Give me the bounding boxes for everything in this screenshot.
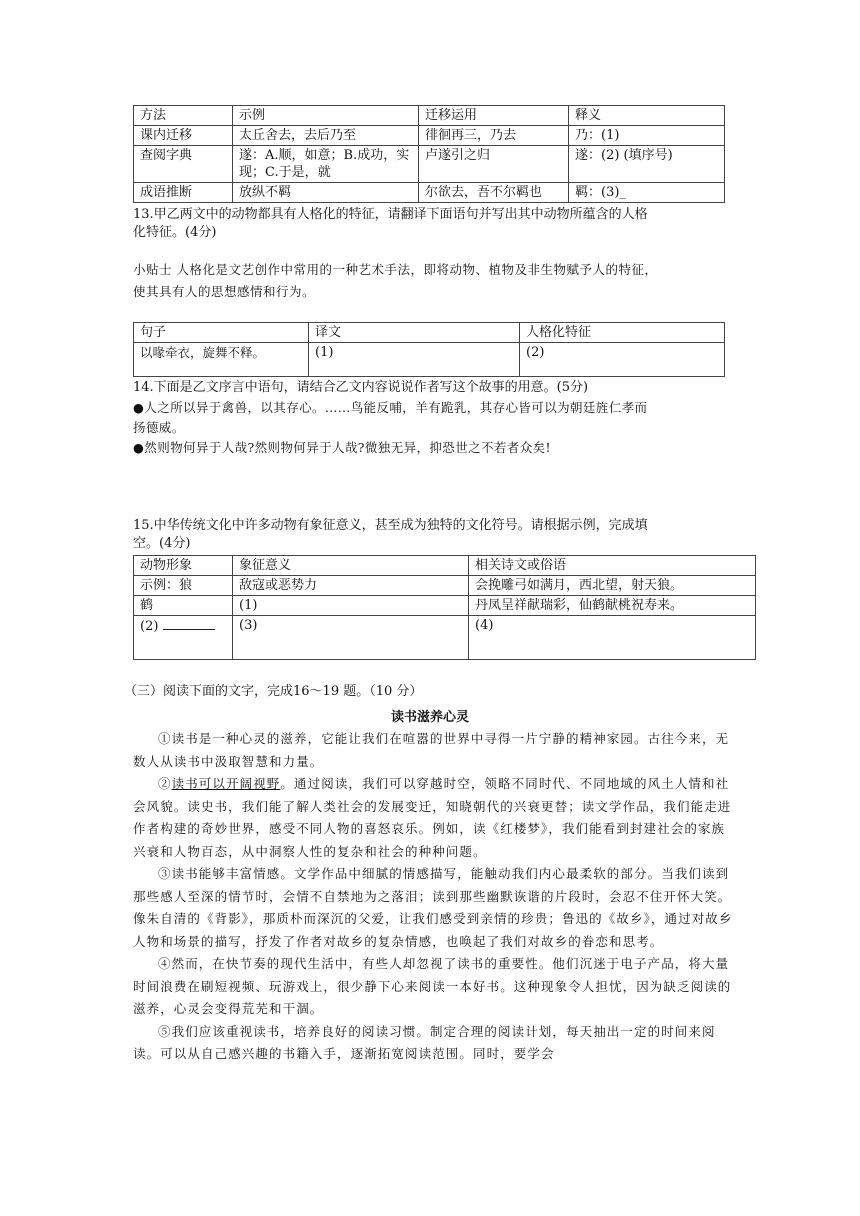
underlined-sentence: 读书可以开阔视野: [171, 776, 281, 791]
header-cell: 相关诗文或俗语: [469, 556, 756, 576]
question-text: 化特征。(4分): [133, 225, 217, 240]
tip-text: 使其具有人的思想感情和行为。: [133, 284, 316, 299]
article-title: 读书滋养心灵: [390, 710, 469, 725]
paragraph-number: ②: [158, 776, 172, 791]
tip-box: [133, 259, 783, 303]
table-cell: 卢遂引之归: [419, 146, 569, 183]
article-body: [133, 728, 738, 1066]
section-heading: （三）阅读下面的文字，完成16～19 题。（10 分）: [124, 684, 423, 699]
table-cell: 放纵不羁: [233, 183, 419, 203]
blank-label: (2): [140, 619, 159, 634]
question-13: [133, 206, 773, 242]
question-15: [133, 517, 783, 553]
paragraph-2: [133, 773, 733, 863]
quote-line: 扬德威。: [133, 420, 185, 435]
quote-line: ●然则物何异于人哉?然则物何异于人哉?微独无异，抑恐世之不若者众矣!: [133, 440, 551, 455]
table-cell: 遂：A.顺，如意；B.成功，实现；C.于是，就: [233, 146, 419, 183]
table-header-row: [134, 323, 725, 343]
header-cell: 象征意义: [233, 556, 469, 576]
header-cell: 示例: [233, 106, 419, 126]
table-row: [134, 183, 725, 203]
question-text: 15.中华传统文化中许多动物有象征意义，甚至成为独特的文化符号。请根据示例，完成填: [133, 518, 648, 533]
table-row: [134, 596, 756, 616]
header-cell: 人格化特征: [520, 323, 725, 343]
symbol-table: [133, 555, 756, 660]
table-cell: 乃：(1): [569, 126, 725, 146]
paragraph-5: ⑤我们应该重视读书，培养良好的阅读习惯。制定合理的阅读计划，每天抽出一定的时间来阅读。可以从自己感兴趣的书籍入手，逐渐拓宽阅读范围。同时，要学会: [133, 1023, 716, 1061]
header-cell: 动物形象: [134, 556, 233, 576]
answer-cell[interactable]: (2): [520, 343, 725, 377]
word-meaning-table: [133, 105, 725, 203]
question-text: 空。(4分): [133, 536, 191, 551]
header-cell: 释义: [569, 106, 725, 126]
paragraph-4: ④然而，在快节奏的现代生活中，有些人却忽视了读书的重要性。他们沉迷于电子产品，将大量时间浪费在刷短视频、玩游戏上，很少静下心来阅读一本好书。这种现象令人担忧，因为缺乏阅读的滋养，心灵会变得荒芜和干涸。: [133, 956, 732, 1016]
table-cell: 鹤: [134, 596, 233, 616]
table-row: [134, 126, 725, 146]
table-row: [134, 576, 756, 596]
header-cell: 方法: [134, 106, 233, 126]
header-cell: 迁移运用: [419, 106, 569, 126]
question-text: 13.甲乙两文中的动物都具有人格化的特征，请翻译下面语句并写出其中动物所蕴含的人格: [133, 207, 648, 222]
question-14-title: 14.下面是乙文序言中语句，请结合乙文内容说说作者写这个故事的用意。(5分): [133, 380, 589, 395]
table-cell: 成语推断: [134, 183, 233, 203]
table-row: [134, 146, 725, 183]
table-row: [134, 616, 756, 660]
quote-line: ●人之所以异于禽兽，以其存心。……鸟能反哺，羊有跪乳，其存心皆可以为朝廷旌仁孝而: [133, 400, 648, 415]
answer-cell[interactable]: (1): [233, 596, 469, 616]
table-cell: 示例：狼: [134, 576, 233, 596]
table-cell: 会挽雕弓如满月，西北望，射天狼。: [469, 576, 756, 596]
question-14-quotes: [133, 398, 783, 458]
table-cell: 遂：(2) (填序号): [569, 146, 725, 183]
table-cell: 太丘舍去，去后乃至: [233, 126, 419, 146]
personification-table: [133, 322, 725, 377]
answer-blank[interactable]: [163, 617, 215, 630]
paragraph-3: ③读书能够丰富情感。文学作品中细腻的情感描写，能触动我们内心最柔软的部分。当我们读到那些感人至深的情节时，会情不自禁地为之落泪；读到那些幽默诙谐的片段时，会忍不住开怀大笑。像朱自清的《背影》，那质朴而深沉的父爱，让我们感受到亲情的珍贵；鲁迅的《故乡》，通过对故乡人物和场景的描写，抒发了作者对故乡的复杂情感，也唤起了我们对故乡的眷恋和思考。: [133, 866, 733, 949]
header-cell: 译文: [309, 323, 520, 343]
table-cell: 课内迁移: [134, 126, 233, 146]
tip-text: 小贴士 人格化是文艺创作中常用的一种艺术手法，即将动物、植物及非生物赋予人的特征，: [133, 262, 658, 277]
table-cell: 尔欲去，吾不尔羁也: [419, 183, 569, 203]
table-cell: 以喙牵衣，旋舞不释。: [134, 343, 309, 377]
answer-cell[interactable]: (3): [233, 616, 469, 660]
header-cell: 句子: [134, 323, 309, 343]
answer-cell[interactable]: [134, 616, 233, 660]
table-header-row: [134, 106, 725, 126]
table-cell: 查阅字典: [134, 146, 233, 183]
table-cell: 徘徊再三，乃去: [419, 126, 569, 146]
table-row: [134, 343, 725, 377]
table-cell: 敌寇或恶势力: [233, 576, 469, 596]
paragraph-1: ①读书是一种心灵的滋养，它能让我们在喧嚣的世界中寻得一片宁静的精神家园。古往今来，无数人从读书中汲取智慧和力量。: [133, 731, 730, 769]
answer-cell[interactable]: (4): [469, 616, 756, 660]
table-cell: 丹凤呈祥献瑞彩，仙鹤献桃祝寿来。: [469, 596, 756, 616]
paragraph-text: 。通过阅读，我们可以穿越时空，领略不同时代、不同地域的风土人情和社会风貌。读史书，我们能了解人类社会的发展变迁，知晓朝代的兴衰更替；读文学作品，我们能走进作者构建的奇妙世界，感受不同人物的喜怒哀乐。例如，读《红楼梦》，我们能看到封建社会的家族兴衰和人物百态，从中洞察人性的复杂和社会的种种问题。: [133, 776, 732, 859]
answer-cell[interactable]: (1): [309, 343, 520, 377]
table-header-row: [134, 556, 756, 576]
table-cell: 羁：(3)_: [569, 183, 725, 203]
